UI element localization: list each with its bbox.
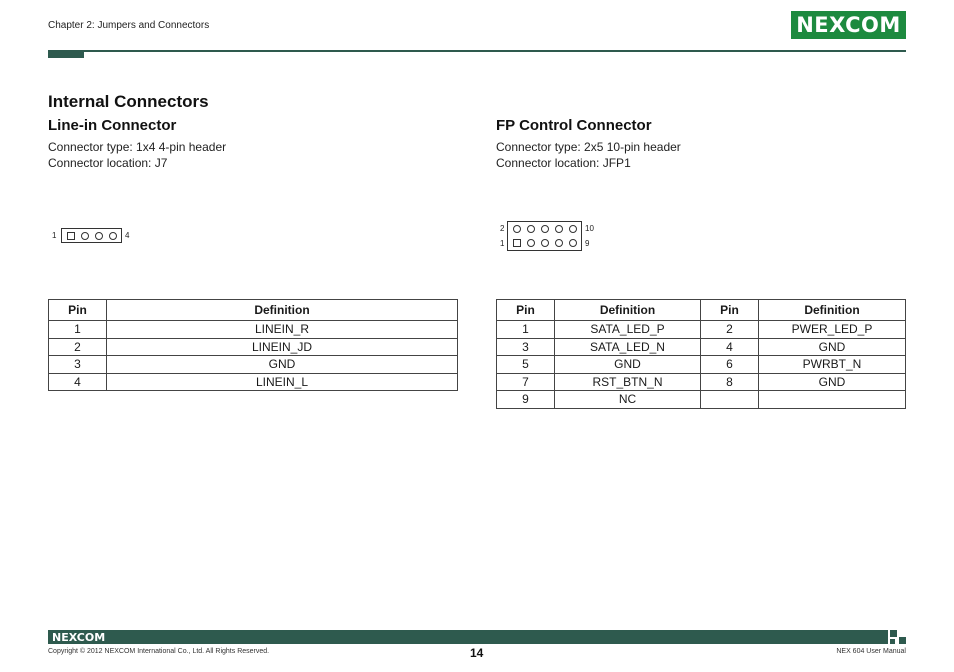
table-row	[49, 321, 458, 339]
cell: 3	[497, 338, 555, 356]
col-definition-2: Definition	[759, 300, 906, 321]
line-in-meta	[48, 139, 226, 171]
pin-2	[81, 232, 89, 240]
cell: GND	[555, 356, 701, 374]
chapter-title: Chapter 2: Jumpers and Connectors	[48, 20, 210, 31]
col-pin-2: Pin	[701, 300, 759, 321]
line-in-location: Connector location: J7	[48, 156, 168, 170]
page-number: 14	[470, 646, 484, 660]
copyright-text: Copyright © 2012 NEXCOM International Co., Ltd. All Rights Reserved.	[48, 648, 270, 655]
pin-6	[541, 225, 549, 233]
cell: LINEIN_JD	[107, 338, 458, 356]
table-row	[497, 321, 906, 339]
fp-pin-bottom-right: 9	[585, 239, 590, 248]
nexcom-logo	[791, 11, 906, 39]
cell: 3	[49, 356, 107, 374]
table-row	[49, 373, 458, 391]
cell: PWRBT_N	[759, 356, 906, 374]
pin-2	[513, 225, 521, 233]
pin-5	[541, 239, 549, 247]
table-row	[497, 338, 906, 356]
footer-bar	[48, 630, 888, 644]
fp-control-pin-table	[496, 299, 906, 409]
fp-pin-top-right: 10	[585, 224, 594, 233]
table-row	[497, 356, 906, 374]
cell: 1	[49, 321, 107, 339]
section-title: Internal Connectors	[48, 92, 209, 111]
header-tab	[48, 50, 84, 58]
line-in-pin-table	[48, 299, 458, 391]
cell: 2	[49, 338, 107, 356]
cell: 4	[701, 338, 759, 356]
col-definition: Definition	[555, 300, 701, 321]
table-row	[49, 356, 458, 374]
pin-3	[95, 232, 103, 240]
pin-1	[67, 232, 75, 240]
table-header-row	[49, 300, 458, 321]
footer-square-icon	[890, 630, 897, 637]
table-header-row	[497, 300, 906, 321]
pin-3	[527, 239, 535, 247]
line-in-pin-end: 4	[125, 231, 130, 240]
cell: 7	[497, 373, 555, 391]
header-divider	[48, 50, 906, 52]
cell: 9	[497, 391, 555, 409]
col-pin: Pin	[49, 300, 107, 321]
cell: GND	[759, 338, 906, 356]
footer-square-icon	[899, 637, 906, 644]
col-definition: Definition	[107, 300, 458, 321]
cell: 6	[701, 356, 759, 374]
pin-9	[569, 239, 577, 247]
fp-pin-top-left: 2	[500, 224, 505, 233]
fp-pin-bottom-left: 1	[500, 239, 505, 248]
cell: 5	[497, 356, 555, 374]
cell: SATA_LED_N	[555, 338, 701, 356]
fp-control-type: Connector type: 2x5 10-pin header	[496, 140, 681, 154]
line-in-type: Connector type: 1x4 4-pin header	[48, 140, 227, 154]
cell: 2	[701, 321, 759, 339]
cell: GND	[759, 373, 906, 391]
cell: SATA_LED_P	[555, 321, 701, 339]
cell: PWER_LED_P	[759, 321, 906, 339]
fp-control-title: FP Control Connector	[496, 117, 652, 134]
cell	[701, 391, 759, 409]
fp-connector-diagram	[507, 221, 582, 251]
cell: LINEIN_L	[107, 373, 458, 391]
cell: LINEIN_R	[107, 321, 458, 339]
footer-square-icon	[890, 639, 895, 644]
logo-text: NEXCOM	[796, 13, 901, 37]
pin-7	[555, 239, 563, 247]
cell: 1	[497, 321, 555, 339]
line-in-pin-start: 1	[52, 231, 57, 240]
table-row	[497, 373, 906, 391]
pin-8	[555, 225, 563, 233]
footer-logo: NEXCOM	[52, 631, 106, 644]
col-pin: Pin	[497, 300, 555, 321]
pin-1	[513, 239, 521, 247]
pin-10	[569, 225, 577, 233]
fp-control-meta	[496, 139, 681, 171]
cell: RST_BTN_N	[555, 373, 701, 391]
cell: 4	[49, 373, 107, 391]
cell: GND	[107, 356, 458, 374]
pin-4	[527, 225, 535, 233]
fp-control-location: Connector location: JFP1	[496, 156, 631, 170]
cell: 8	[701, 373, 759, 391]
manual-title: NEX 604 User Manual	[836, 648, 906, 655]
line-in-connector-diagram	[61, 228, 122, 243]
table-row	[49, 338, 458, 356]
cell	[759, 391, 906, 409]
table-row	[497, 391, 906, 409]
cell: NC	[555, 391, 701, 409]
line-in-title: Line-in Connector	[48, 117, 177, 134]
pin-4	[109, 232, 117, 240]
